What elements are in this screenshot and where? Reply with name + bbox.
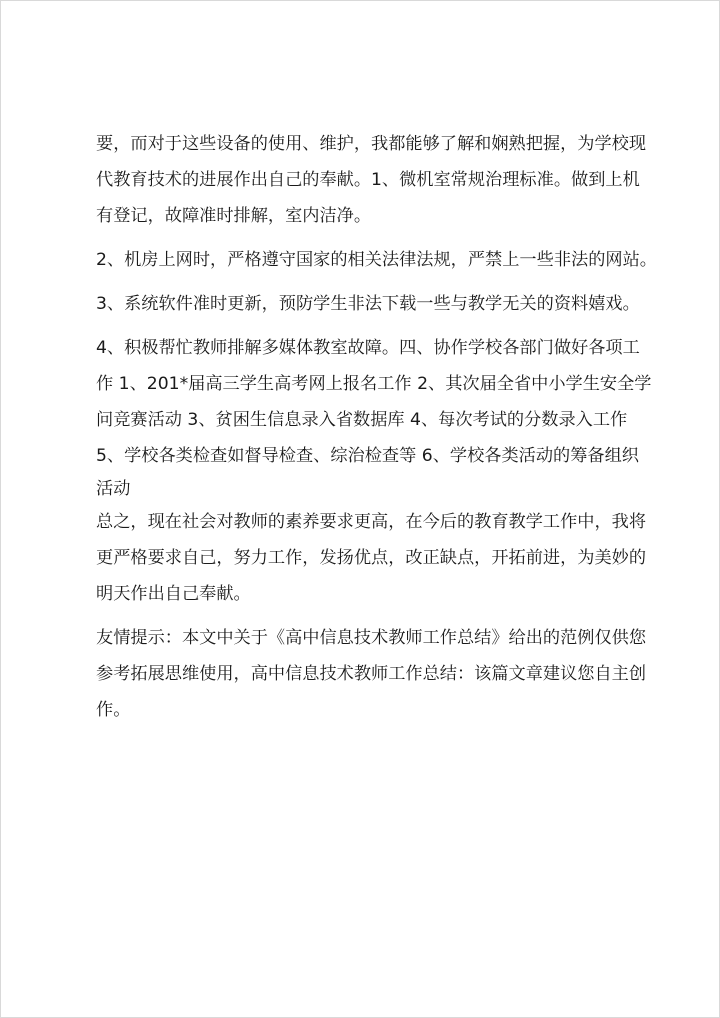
text-line: 作。 — [96, 700, 131, 720]
text-line: 2、机房上网时，严格遵守国家的相关法律法规，严禁上一些非法的网站。 — [96, 250, 657, 270]
text-line: 代教育技术的进展作出自己的奉献。1、微机室常规治理标准。做到上机 — [96, 170, 640, 190]
document-body — [96, 126, 657, 728]
text-line: 作 1、201*届高三学生高考网上报名工作 2、其次届全省中小学生安全学 — [96, 374, 652, 394]
text-line: 3、系统软件准时更新，预防学生非法下载一些与教学无关的资料嬉戏。 — [96, 294, 640, 314]
text-line: 活动 — [96, 479, 131, 499]
text-line: 友情提示：本文中关于《高中信息技术教师工作总结》给出的范例仅供您 — [96, 628, 647, 648]
text-line: 有登记，故障准时排解，室内洁净。 — [96, 206, 372, 226]
text-line: 问竞赛活动 3、贫困生信息录入省数据库 4、每次考试的分数录入工作 — [96, 410, 628, 430]
text-line: 要，而对于这些设备的使用、维护，我都能够了解和娴熟把握，为学校现 — [96, 134, 647, 154]
text-line: 明天作出自己奉献。 — [96, 584, 251, 604]
text-line: 参考拓展思维使用，高中信息技术教师工作总结：该篇文章建议您自主创 — [96, 664, 647, 684]
text-line: 5、学校各类检查如督导检查、综治检查等 6、学校各类活动的筹备组织 — [96, 446, 639, 466]
text-line: 总之，现在社会对教师的素养要求更高，在今后的教育教学工作中，我将 — [96, 512, 647, 532]
text-line: 更严格要求自己，努力工作，发扬优点，改正缺点，开拓前进，为美妙的 — [96, 548, 647, 568]
text-line: 4、积极帮忙教师排解多媒体教室故障。四、协作学校各部门做好各项工 — [96, 338, 640, 358]
